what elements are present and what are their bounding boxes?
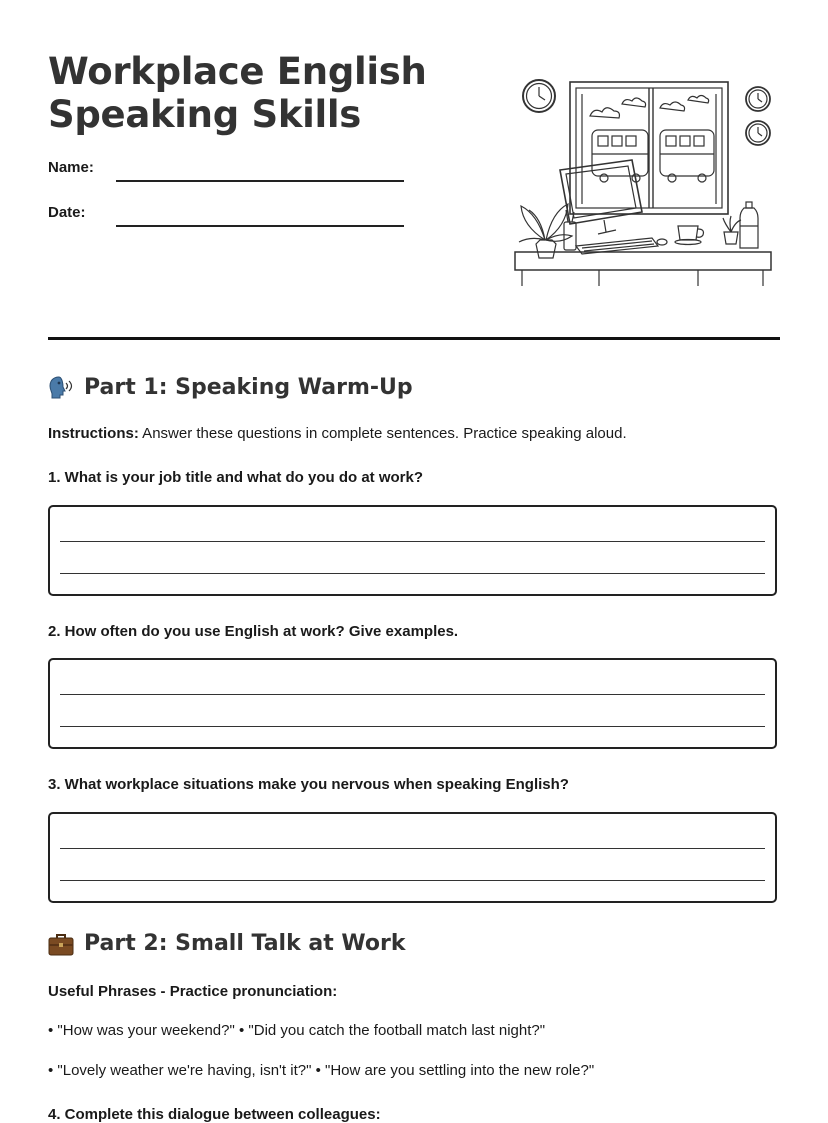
instructions xyxy=(48,425,627,442)
speaking-head-icon xyxy=(48,374,74,400)
question-4: 4. Complete this dialogue between colleagues: xyxy=(48,1106,381,1123)
wall-clock-icon xyxy=(523,80,555,112)
question-3: 3. What workplace situations make you nervous when speaking English? xyxy=(48,776,569,793)
worksheet-title xyxy=(48,50,427,136)
date-label: Date: xyxy=(48,204,86,221)
phrase-line-2: • "Lovely weather we're having, isn't it?" • "How are you settling into the new role?" xyxy=(48,1062,595,1079)
answer-line xyxy=(60,880,765,881)
window-icon xyxy=(570,82,728,214)
instructions-text: Answer these questions in complete sentences. Practice speaking aloud. xyxy=(138,425,627,442)
wall-clock-icon xyxy=(746,121,770,145)
answer-line xyxy=(60,541,765,542)
small-plant-icon xyxy=(723,216,741,244)
part2-heading xyxy=(48,931,405,956)
answer-line xyxy=(60,694,765,695)
part2-title: Part 2: Small Talk at Work xyxy=(84,931,406,956)
part1-title: Part 1: Speaking Warm-Up xyxy=(84,374,413,400)
wall-clock-icon xyxy=(746,87,770,111)
header-divider xyxy=(48,337,780,340)
answer-line xyxy=(60,573,765,574)
useful-phrases-label: Useful Phrases - Practice pronunciation: xyxy=(48,983,338,1000)
question-2: 2. How often do you use English at work? Give examples. xyxy=(48,623,459,640)
name-label: Name: xyxy=(48,159,94,176)
instructions-label: Instructions: xyxy=(48,425,139,442)
answer-line xyxy=(60,848,765,849)
answer-box-3[interactable] xyxy=(48,812,777,903)
briefcase-icon xyxy=(48,932,74,956)
answer-line xyxy=(60,726,765,727)
water-bottle-icon xyxy=(740,202,758,248)
office-desk-illustration xyxy=(512,74,774,288)
title-line-1: Workplace English xyxy=(48,50,427,93)
answer-box-2[interactable] xyxy=(48,658,777,749)
name-field[interactable] xyxy=(116,180,404,182)
mouse-icon xyxy=(657,239,667,245)
answer-box-1[interactable] xyxy=(48,505,777,596)
monitor-icon xyxy=(560,160,642,234)
part1-heading xyxy=(48,374,413,400)
title-line-2: Speaking Skills xyxy=(48,93,362,136)
phrase-line-1: • "How was your weekend?" • "Did you catch the football match last night?" xyxy=(48,1022,546,1039)
date-field[interactable] xyxy=(116,225,404,227)
question-1: 1. What is your job title and what do you do at work? xyxy=(48,469,424,486)
coffee-cup-icon xyxy=(675,226,703,245)
